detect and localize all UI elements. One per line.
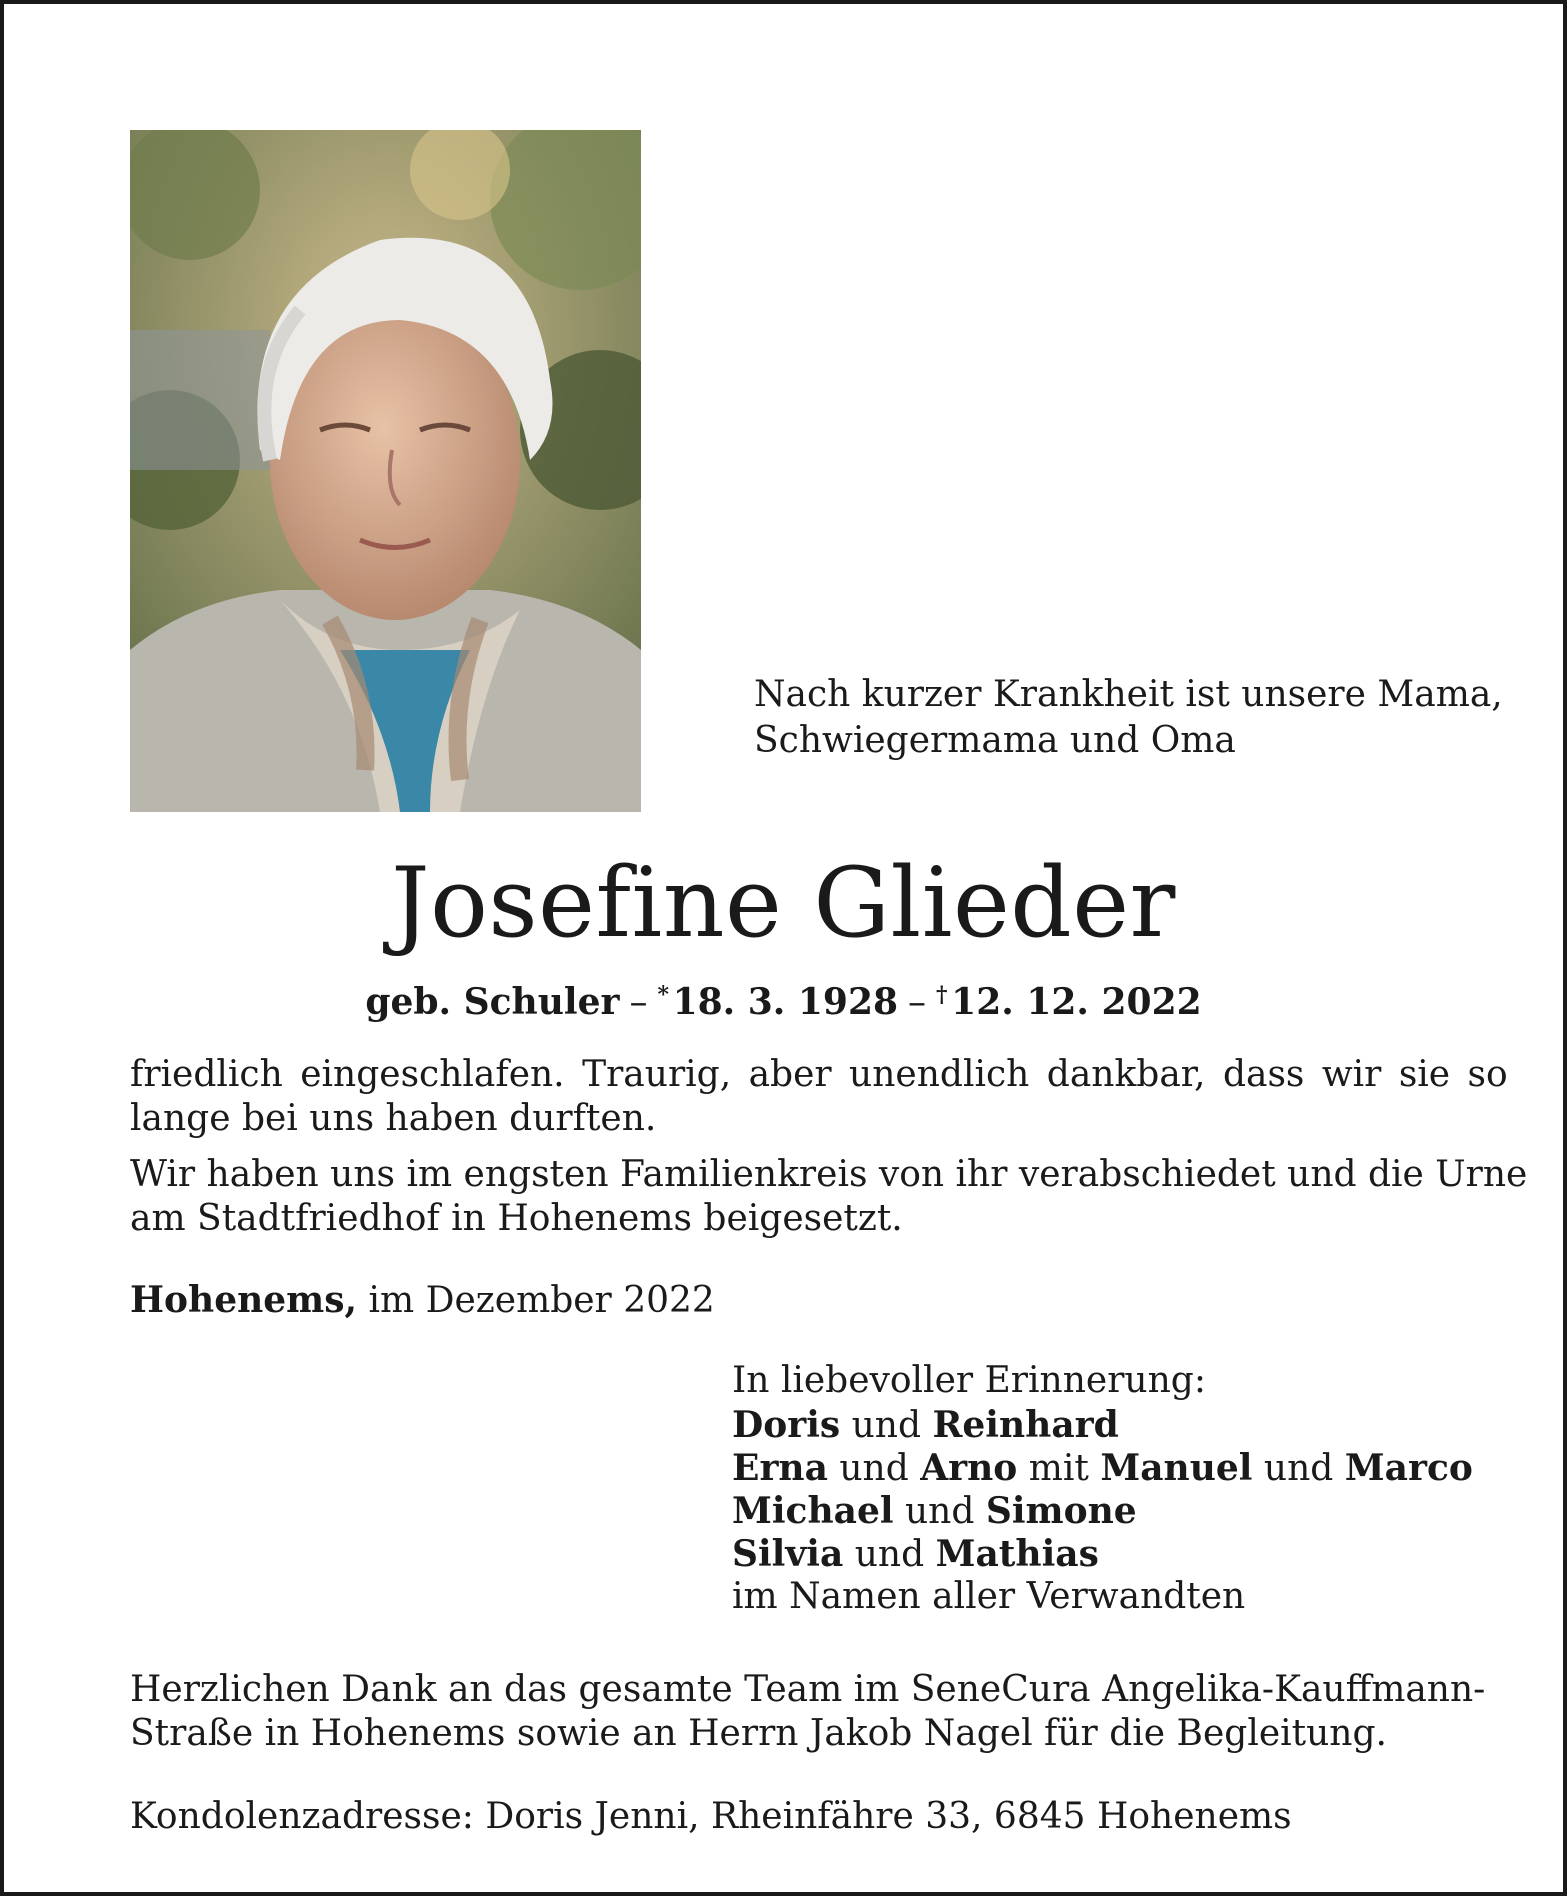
conjunction: und [1263,1448,1334,1489]
deceased-name: Josefine Glieder [391,847,1176,959]
thanks-paragraph [130,1668,1486,1756]
conjunction: und [854,1534,925,1575]
memory-heading: In liebevoller Erinnerung: [732,1360,1206,1401]
family-name: Michael [732,1490,894,1532]
family-row [732,1404,1452,1447]
place-date [130,1278,715,1323]
family-name: Reinhard [932,1404,1119,1446]
place-month: im Dezember 2022 [368,1280,715,1321]
maiden-name: geb. Schuler [365,981,620,1023]
body-line: friedlich eingeschlafen. Traurig, aber unendlich dankbar, dass wir sie so [130,1054,1508,1095]
separator: – [908,982,927,1023]
thanks-line: Herzlichen Dank an das gesamte Team im SeneCura Angelika-Kauffmann- [130,1669,1486,1710]
portrait-photo [130,130,641,812]
birth-date: 18. 3. 1928 [672,981,899,1023]
family-row [732,1533,1452,1576]
family-name: Mathias [935,1533,1099,1575]
family-row [732,1490,1452,1533]
separator: – [629,982,648,1023]
memory-block [732,1360,1473,1618]
family-row [732,1447,1473,1490]
conjunction: mit [1028,1448,1089,1489]
intro-line: Schwiegermama und Oma [754,720,1236,761]
memory-closing: im Namen aller Verwandten [732,1576,1246,1617]
conjunction: und [851,1405,922,1446]
family-name: Erna [732,1447,828,1489]
family-name: Arno [920,1447,1018,1489]
body-line: lange bei uns haben durften. [130,1098,657,1139]
family-name: Doris [732,1404,841,1446]
body-line: am Stadtfriedhof in Hohenems beigesetzt. [130,1198,903,1239]
place-city: Hohenems, [130,1279,358,1321]
family-name: Silvia [732,1533,844,1575]
intro-text [754,672,1503,764]
conjunction: und [839,1448,909,1489]
family-name: Marco [1344,1447,1473,1489]
family-name: Manuel [1100,1447,1253,1489]
condolence-address: Kondolenzadresse: Doris Jenni, Rheinfähre 33, 6845 Hohenems [130,1796,1292,1837]
life-dates [0,970,1567,1028]
body-paragraph-2 [130,1153,1528,1241]
death-date: 12. 12. 2022 [951,981,1202,1023]
family-name: Simone [985,1490,1137,1532]
death-symbol: † [936,982,948,1008]
body-paragraph-1 [130,1053,1508,1141]
body-line: Wir haben uns im engsten Familienkreis von ihr verabschiedet und die Urne [130,1154,1528,1195]
intro-line: Nach kurzer Krankheit ist unsere Mama, [754,674,1503,715]
thanks-line: Straße in Hohenems sowie an Herrn Jakob Nagel für die Begleitung. [130,1713,1387,1754]
birth-symbol: * [657,982,669,1008]
conjunction: und [904,1491,975,1532]
